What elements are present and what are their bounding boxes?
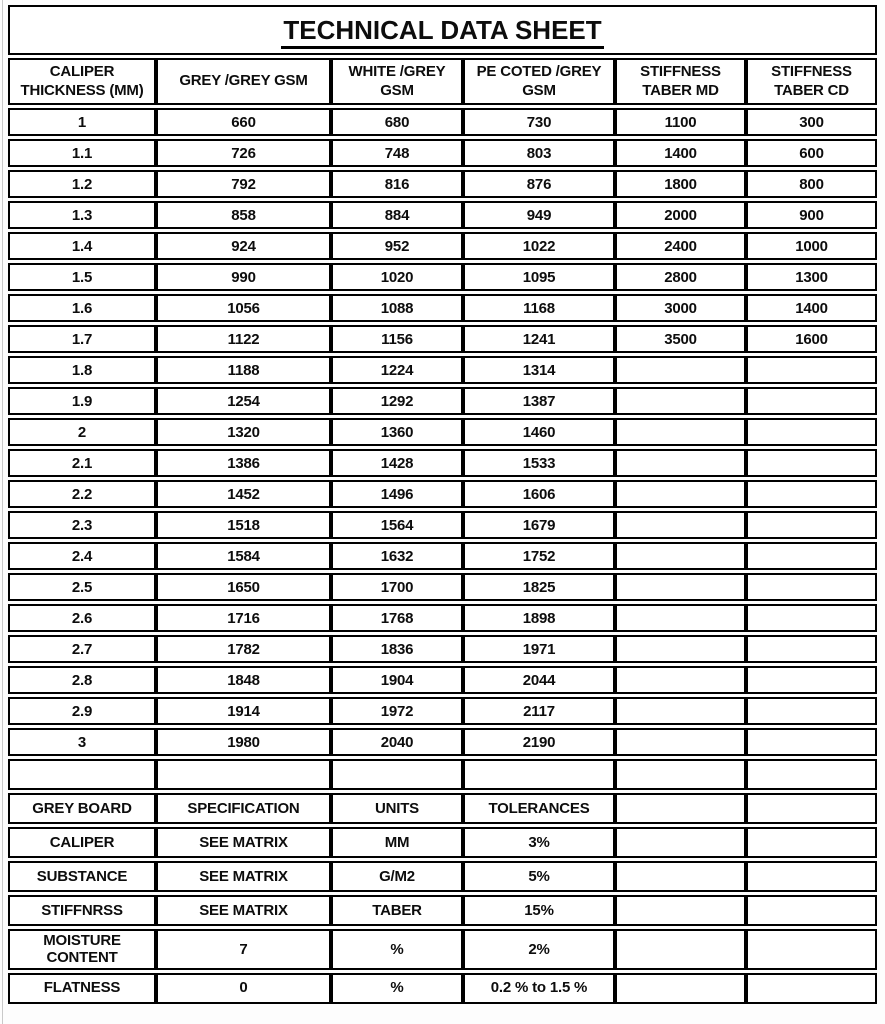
matrix-cell-col3: 1496 bbox=[331, 480, 463, 508]
matrix-row bbox=[8, 139, 877, 167]
empty-cell bbox=[615, 895, 746, 926]
empty-cell bbox=[746, 418, 877, 446]
empty-cell bbox=[615, 728, 746, 756]
empty-cell bbox=[746, 480, 877, 508]
empty-cell bbox=[615, 973, 746, 1004]
matrix-cell-col1: 2.2 bbox=[8, 480, 156, 508]
matrix-cell-col4: 730 bbox=[463, 108, 615, 136]
title-row bbox=[8, 5, 877, 55]
column-header-2: GREY /GREY GSM bbox=[156, 58, 331, 105]
empty-cell bbox=[615, 387, 746, 415]
matrix-cell-col4: 1168 bbox=[463, 294, 615, 322]
separator-body bbox=[8, 759, 877, 790]
matrix-row bbox=[8, 294, 877, 322]
matrix-cell-col3: 1360 bbox=[331, 418, 463, 446]
matrix-cell-col1: 1.3 bbox=[8, 201, 156, 229]
spec-row bbox=[8, 895, 877, 926]
matrix-cell-col6: 1400 bbox=[746, 294, 877, 322]
matrix-cell-col5: 3500 bbox=[615, 325, 746, 353]
spec-cell-col2: 7 bbox=[156, 929, 331, 970]
spec-cell-col1: MOISTURE CONTENT bbox=[8, 929, 156, 970]
matrix-row bbox=[8, 480, 877, 508]
empty-cell bbox=[615, 542, 746, 570]
matrix-cell-col6: 1000 bbox=[746, 232, 877, 260]
matrix-cell-col1: 1.8 bbox=[8, 356, 156, 384]
separator-row bbox=[8, 759, 877, 790]
matrix-cell-col5: 1400 bbox=[615, 139, 746, 167]
matrix-cell-col3: 1972 bbox=[331, 697, 463, 725]
matrix-row bbox=[8, 108, 877, 136]
matrix-cell-col2: 924 bbox=[156, 232, 331, 260]
matrix-cell-col4: 1241 bbox=[463, 325, 615, 353]
matrix-cell-col3: 816 bbox=[331, 170, 463, 198]
matrix-row bbox=[8, 201, 877, 229]
spec-row bbox=[8, 929, 877, 970]
matrix-cell-col3: 1292 bbox=[331, 387, 463, 415]
empty-cell bbox=[615, 480, 746, 508]
column-header-5: STIFFNESS TABER MD bbox=[615, 58, 746, 105]
matrix-cell-col2: 1914 bbox=[156, 697, 331, 725]
spec-cell-col2: SEE MATRIX bbox=[156, 895, 331, 926]
spec-cell-col3: % bbox=[331, 973, 463, 1004]
matrix-row bbox=[8, 387, 877, 415]
matrix-cell-col2: 1056 bbox=[156, 294, 331, 322]
matrix-row bbox=[8, 232, 877, 260]
matrix-cell-col3: 1632 bbox=[331, 542, 463, 570]
matrix-cell-col2: 1782 bbox=[156, 635, 331, 663]
matrix-row bbox=[8, 728, 877, 756]
matrix-cell-col1: 2 bbox=[8, 418, 156, 446]
empty-cell bbox=[463, 759, 615, 790]
matrix-row bbox=[8, 635, 877, 663]
matrix-cell-col3: 1156 bbox=[331, 325, 463, 353]
spec-cell-col3: TABER bbox=[331, 895, 463, 926]
matrix-cell-col2: 1122 bbox=[156, 325, 331, 353]
matrix-cell-col5: 2800 bbox=[615, 263, 746, 291]
empty-cell bbox=[746, 697, 877, 725]
empty-cell bbox=[615, 697, 746, 725]
matrix-cell-col4: 876 bbox=[463, 170, 615, 198]
matrix-row bbox=[8, 604, 877, 632]
empty-cell bbox=[746, 929, 877, 970]
matrix-cell-col5: 2400 bbox=[615, 232, 746, 260]
matrix-cell-col1: 2.4 bbox=[8, 542, 156, 570]
spec-cell-col4: 2% bbox=[463, 929, 615, 970]
matrix-cell-col3: 1564 bbox=[331, 511, 463, 539]
spec-cell-col1: GREY BOARD bbox=[8, 793, 156, 824]
matrix-cell-col6: 1300 bbox=[746, 263, 877, 291]
empty-cell bbox=[746, 895, 877, 926]
matrix-cell-col1: 1.5 bbox=[8, 263, 156, 291]
matrix-cell-col4: 1971 bbox=[463, 635, 615, 663]
matrix-cell-col4: 1022 bbox=[463, 232, 615, 260]
spec-cell-col3: G/M2 bbox=[331, 861, 463, 892]
matrix-cell-col3: 952 bbox=[331, 232, 463, 260]
matrix-cell-col4: 1825 bbox=[463, 573, 615, 601]
matrix-cell-col4: 1752 bbox=[463, 542, 615, 570]
matrix-cell-col3: 1224 bbox=[331, 356, 463, 384]
empty-cell bbox=[746, 666, 877, 694]
empty-cell bbox=[746, 356, 877, 384]
matrix-cell-col3: 1020 bbox=[331, 263, 463, 291]
matrix-cell-col2: 792 bbox=[156, 170, 331, 198]
empty-cell bbox=[746, 728, 877, 756]
spec-header-row bbox=[8, 793, 877, 824]
column-header-1: CALIPER THICKNESS (MM) bbox=[8, 58, 156, 105]
matrix-row bbox=[8, 170, 877, 198]
empty-cell bbox=[746, 449, 877, 477]
spec-row bbox=[8, 973, 877, 1004]
matrix-cell-col5: 3000 bbox=[615, 294, 746, 322]
matrix-cell-col1: 2.6 bbox=[8, 604, 156, 632]
matrix-cell-col2: 726 bbox=[156, 139, 331, 167]
spec-cell-col3: % bbox=[331, 929, 463, 970]
matrix-cell-col4: 803 bbox=[463, 139, 615, 167]
empty-cell bbox=[746, 635, 877, 663]
spec-cell-col3: MM bbox=[331, 827, 463, 858]
matrix-row bbox=[8, 325, 877, 353]
matrix-cell-col2: 1518 bbox=[156, 511, 331, 539]
matrix-row bbox=[8, 418, 877, 446]
matrix-cell-col2: 1188 bbox=[156, 356, 331, 384]
empty-cell bbox=[156, 759, 331, 790]
matrix-cell-col5: 2000 bbox=[615, 201, 746, 229]
empty-cell bbox=[615, 635, 746, 663]
matrix-cell-col3: 748 bbox=[331, 139, 463, 167]
column-header-3: WHITE /GREY GSM bbox=[331, 58, 463, 105]
matrix-cell-col3: 1904 bbox=[331, 666, 463, 694]
spec-cell-col4: 0.2 % to 1.5 % bbox=[463, 973, 615, 1004]
matrix-row bbox=[8, 356, 877, 384]
matrix-cell-col4: 1460 bbox=[463, 418, 615, 446]
spec-cell-col4: TOLERANCES bbox=[463, 793, 615, 824]
empty-cell bbox=[746, 387, 877, 415]
empty-cell bbox=[8, 759, 156, 790]
empty-cell bbox=[615, 827, 746, 858]
matrix-row bbox=[8, 666, 877, 694]
matrix-cell-col6: 800 bbox=[746, 170, 877, 198]
caliper-matrix-body bbox=[8, 108, 877, 756]
matrix-cell-col1: 1 bbox=[8, 108, 156, 136]
empty-cell bbox=[615, 356, 746, 384]
matrix-row bbox=[8, 449, 877, 477]
spec-cell-col3: UNITS bbox=[331, 793, 463, 824]
empty-cell bbox=[746, 827, 877, 858]
spec-cell-col2: SEE MATRIX bbox=[156, 861, 331, 892]
spec-cell-col1: FLATNESS bbox=[8, 973, 156, 1004]
matrix-cell-col2: 1716 bbox=[156, 604, 331, 632]
matrix-cell-col3: 2040 bbox=[331, 728, 463, 756]
matrix-cell-col3: 1836 bbox=[331, 635, 463, 663]
matrix-cell-col1: 1.6 bbox=[8, 294, 156, 322]
specification-body bbox=[8, 793, 877, 1004]
matrix-cell-col5: 1800 bbox=[615, 170, 746, 198]
empty-cell bbox=[746, 604, 877, 632]
matrix-cell-col6: 600 bbox=[746, 139, 877, 167]
matrix-cell-col1: 2.7 bbox=[8, 635, 156, 663]
matrix-cell-col1: 2.9 bbox=[8, 697, 156, 725]
matrix-cell-col2: 1452 bbox=[156, 480, 331, 508]
spec-cell-col4: 15% bbox=[463, 895, 615, 926]
empty-cell bbox=[615, 449, 746, 477]
matrix-cell-col2: 858 bbox=[156, 201, 331, 229]
matrix-cell-col2: 1980 bbox=[156, 728, 331, 756]
matrix-cell-col2: 1320 bbox=[156, 418, 331, 446]
technical-data-sheet bbox=[8, 2, 877, 1007]
empty-cell bbox=[615, 929, 746, 970]
matrix-row bbox=[8, 697, 877, 725]
empty-cell bbox=[746, 573, 877, 601]
matrix-cell-col4: 1606 bbox=[463, 480, 615, 508]
sheet-title-cell bbox=[8, 5, 877, 55]
matrix-cell-col3: 1768 bbox=[331, 604, 463, 632]
matrix-cell-col1: 1.4 bbox=[8, 232, 156, 260]
empty-cell bbox=[615, 418, 746, 446]
matrix-header-row bbox=[8, 58, 877, 105]
empty-cell bbox=[615, 604, 746, 632]
technical-data-sheet-table bbox=[8, 2, 877, 1007]
matrix-row bbox=[8, 263, 877, 291]
spec-cell-col2: SEE MATRIX bbox=[156, 827, 331, 858]
column-header-6: STIFFNESS TABER CD bbox=[746, 58, 877, 105]
matrix-cell-col5: 1100 bbox=[615, 108, 746, 136]
matrix-cell-col4: 1898 bbox=[463, 604, 615, 632]
matrix-cell-col1: 1.2 bbox=[8, 170, 156, 198]
page-edge-gridline-artifact bbox=[2, 0, 3, 1024]
matrix-cell-col4: 2044 bbox=[463, 666, 615, 694]
matrix-cell-col4: 1314 bbox=[463, 356, 615, 384]
empty-cell bbox=[615, 759, 746, 790]
matrix-cell-col4: 2117 bbox=[463, 697, 615, 725]
matrix-cell-col2: 1584 bbox=[156, 542, 331, 570]
matrix-cell-col4: 1533 bbox=[463, 449, 615, 477]
empty-cell bbox=[615, 666, 746, 694]
empty-cell bbox=[746, 759, 877, 790]
matrix-row bbox=[8, 542, 877, 570]
matrix-cell-col3: 1428 bbox=[331, 449, 463, 477]
column-header-4: PE COTED /GREY GSM bbox=[463, 58, 615, 105]
matrix-cell-col4: 1679 bbox=[463, 511, 615, 539]
matrix-row bbox=[8, 573, 877, 601]
matrix-cell-col3: 1700 bbox=[331, 573, 463, 601]
matrix-cell-col2: 1650 bbox=[156, 573, 331, 601]
empty-cell bbox=[615, 793, 746, 824]
empty-cell bbox=[615, 511, 746, 539]
sheet-title: TECHNICAL DATA SHEET bbox=[281, 15, 603, 49]
matrix-cell-col6: 900 bbox=[746, 201, 877, 229]
matrix-cell-col2: 1254 bbox=[156, 387, 331, 415]
matrix-cell-col4: 1387 bbox=[463, 387, 615, 415]
matrix-cell-col1: 2.1 bbox=[8, 449, 156, 477]
matrix-cell-col2: 660 bbox=[156, 108, 331, 136]
matrix-cell-col1: 2.5 bbox=[8, 573, 156, 601]
matrix-cell-col1: 1.9 bbox=[8, 387, 156, 415]
matrix-cell-col2: 1848 bbox=[156, 666, 331, 694]
matrix-cell-col1: 2.3 bbox=[8, 511, 156, 539]
empty-cell bbox=[331, 759, 463, 790]
matrix-cell-col4: 2190 bbox=[463, 728, 615, 756]
spec-cell-col1: CALIPER bbox=[8, 827, 156, 858]
matrix-cell-col3: 680 bbox=[331, 108, 463, 136]
matrix-cell-col2: 990 bbox=[156, 263, 331, 291]
empty-cell bbox=[746, 861, 877, 892]
empty-cell bbox=[746, 511, 877, 539]
matrix-cell-col3: 884 bbox=[331, 201, 463, 229]
spec-row bbox=[8, 861, 877, 892]
matrix-cell-col3: 1088 bbox=[331, 294, 463, 322]
matrix-row bbox=[8, 511, 877, 539]
empty-cell bbox=[746, 793, 877, 824]
spec-cell-col1: STIFFNRSS bbox=[8, 895, 156, 926]
matrix-cell-col4: 1095 bbox=[463, 263, 615, 291]
matrix-cell-col1: 1.1 bbox=[8, 139, 156, 167]
empty-cell bbox=[615, 573, 746, 601]
spec-cell-col1: SUBSTANCE bbox=[8, 861, 156, 892]
matrix-cell-col2: 1386 bbox=[156, 449, 331, 477]
matrix-cell-col6: 1600 bbox=[746, 325, 877, 353]
matrix-cell-col1: 2.8 bbox=[8, 666, 156, 694]
matrix-cell-col4: 949 bbox=[463, 201, 615, 229]
spec-cell-col4: 3% bbox=[463, 827, 615, 858]
matrix-cell-col1: 3 bbox=[8, 728, 156, 756]
spec-row bbox=[8, 827, 877, 858]
matrix-cell-col1: 1.7 bbox=[8, 325, 156, 353]
empty-cell bbox=[615, 861, 746, 892]
empty-cell bbox=[746, 973, 877, 1004]
spec-cell-col2: SPECIFICATION bbox=[156, 793, 331, 824]
spec-cell-col4: 5% bbox=[463, 861, 615, 892]
empty-cell bbox=[746, 542, 877, 570]
matrix-cell-col6: 300 bbox=[746, 108, 877, 136]
spec-cell-col2: 0 bbox=[156, 973, 331, 1004]
